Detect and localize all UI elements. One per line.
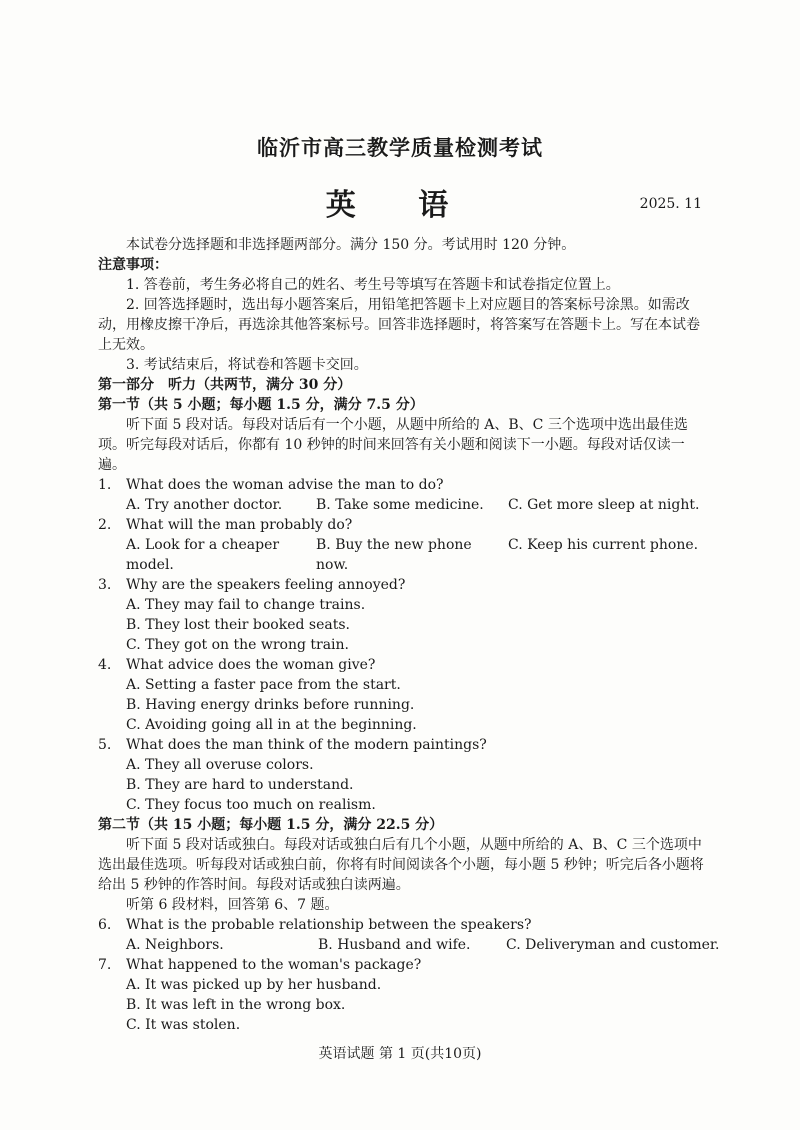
question-number: 4. xyxy=(98,657,112,673)
question-number: 5. xyxy=(98,737,112,753)
option-c: C. They got on the wrong train. xyxy=(126,637,349,653)
option-a: A. They may fail to change trains. xyxy=(126,597,366,613)
option-b: B. They lost their booked seats. xyxy=(126,617,350,633)
notes-heading: 注意事项： xyxy=(98,257,168,273)
question-text: What does the woman advise the man to do? xyxy=(126,477,444,493)
option-a: A. It was picked up by her husband. xyxy=(126,977,382,993)
section2-instructions: 听下面 5 段对话或独白。每段对话或独白后有几个小题，从题中所给的 A、B、C 三个选项中选出最佳选项。听每段对话或独白前，你将有时间阅读各个小题，每小题 5 秒钟；听完后各小题将给出 5 秒钟的作答时间。每段对话或独白读两遍。 xyxy=(98,837,704,893)
question-6 xyxy=(98,915,710,935)
option-a: A. They all overuse colors. xyxy=(126,757,314,773)
subject-title: 英 语 xyxy=(325,188,475,223)
material-note: 听第 6 段材料，回答第 6、7 题。 xyxy=(126,897,339,913)
question-1 xyxy=(98,475,710,495)
question-number: 1. xyxy=(98,477,112,493)
option-a: A. Look for a cheaper model. xyxy=(126,537,280,573)
exam-title: 临沂市高三教学质量检测考试 xyxy=(257,135,543,160)
option-b: B. Buy the new phone now. xyxy=(316,537,472,573)
option-a: A. Try another doctor. xyxy=(126,497,283,513)
question-text: What will the man probably do? xyxy=(126,517,353,533)
option-b: B. They are hard to understand. xyxy=(126,777,354,793)
question-number: 7. xyxy=(98,957,112,973)
option-c: C. Deliveryman and customer. xyxy=(506,937,720,953)
question-5 xyxy=(98,735,710,755)
options-row xyxy=(126,495,710,515)
part1-heading: 第一部分 听力（共两节，满分 30 分） xyxy=(98,377,352,393)
option-c: C. Keep his current phone. xyxy=(508,537,699,553)
exam-body xyxy=(98,235,720,1035)
section2-heading: 第二节（共 15 小题；每小题 1.5 分，满分 22.5 分） xyxy=(98,817,444,833)
option-a: A. Setting a faster pace from the start. xyxy=(126,677,401,693)
page-footer: 英语试题 第 1 页(共10页) xyxy=(318,1046,482,1062)
option-c: C. They focus too much on realism. xyxy=(126,797,376,813)
option-b: B. It was left in the wrong box. xyxy=(126,997,346,1013)
option-c: C. Avoiding going all in at the beginning. xyxy=(126,717,417,733)
option-b: B. Having energy drinks before running. xyxy=(126,697,415,713)
intro-text: 本试卷分选择题和非选择题两部分。满分 150 分。考试用时 120 分钟。 xyxy=(126,237,576,253)
question-text: What advice does the woman give? xyxy=(126,657,376,673)
question-number: 2. xyxy=(98,517,112,533)
note-item: 3. 考试结束后，将试卷和答题卡交回。 xyxy=(126,357,368,373)
question-2 xyxy=(98,515,710,535)
question-number: 6. xyxy=(98,917,112,933)
option-a: A. Neighbors. xyxy=(126,937,224,953)
question-text: What is the probable relationship between the speakers? xyxy=(126,917,532,933)
question-3 xyxy=(98,575,710,595)
question-number: 3. xyxy=(98,577,112,593)
question-text: What does the man think of the modern paintings? xyxy=(126,737,487,753)
option-c: C. Get more sleep at night. xyxy=(508,497,700,513)
question-text: What happened to the woman's package? xyxy=(126,957,422,973)
question-7 xyxy=(98,955,710,975)
option-b: B. Husband and wife. xyxy=(318,937,471,953)
option-b: B. Take some medicine. xyxy=(316,497,484,513)
options-row xyxy=(126,535,710,575)
note-item: 2. 回答选择题时，选出每小题答案后，用铅笔把答题卡上对应题目的答案标号涂黑。如需改动，用橡皮擦干净后，再选涂其他答案标号。回答非选择题时，将答案写在答题卡上。写在本试卷上无效。 xyxy=(98,297,700,353)
section1-instructions: 听下面 5 段对话。每段对话后有一个小题，从题中所给的 A、B、C 三个选项中选出最佳选项。听完每段对话后，你都有 10 秒钟的时间来回答有关小题和阅读下一小题。每段对话仅读一遍。 xyxy=(98,417,688,473)
question-4 xyxy=(98,655,710,675)
option-c: C. It was stolen. xyxy=(126,1017,241,1033)
section1-heading: 第一节（共 5 小题；每小题 1.5 分，满分 7.5 分） xyxy=(98,397,424,413)
note-item: 1. 答卷前，考生务必将自己的姓名、考生号等填写在答题卡和试卷指定位置上。 xyxy=(126,277,620,293)
question-text: Why are the speakers feeling annoyed? xyxy=(126,577,406,593)
options-row xyxy=(126,935,720,955)
exam-date: 2025. 11 xyxy=(639,196,702,212)
